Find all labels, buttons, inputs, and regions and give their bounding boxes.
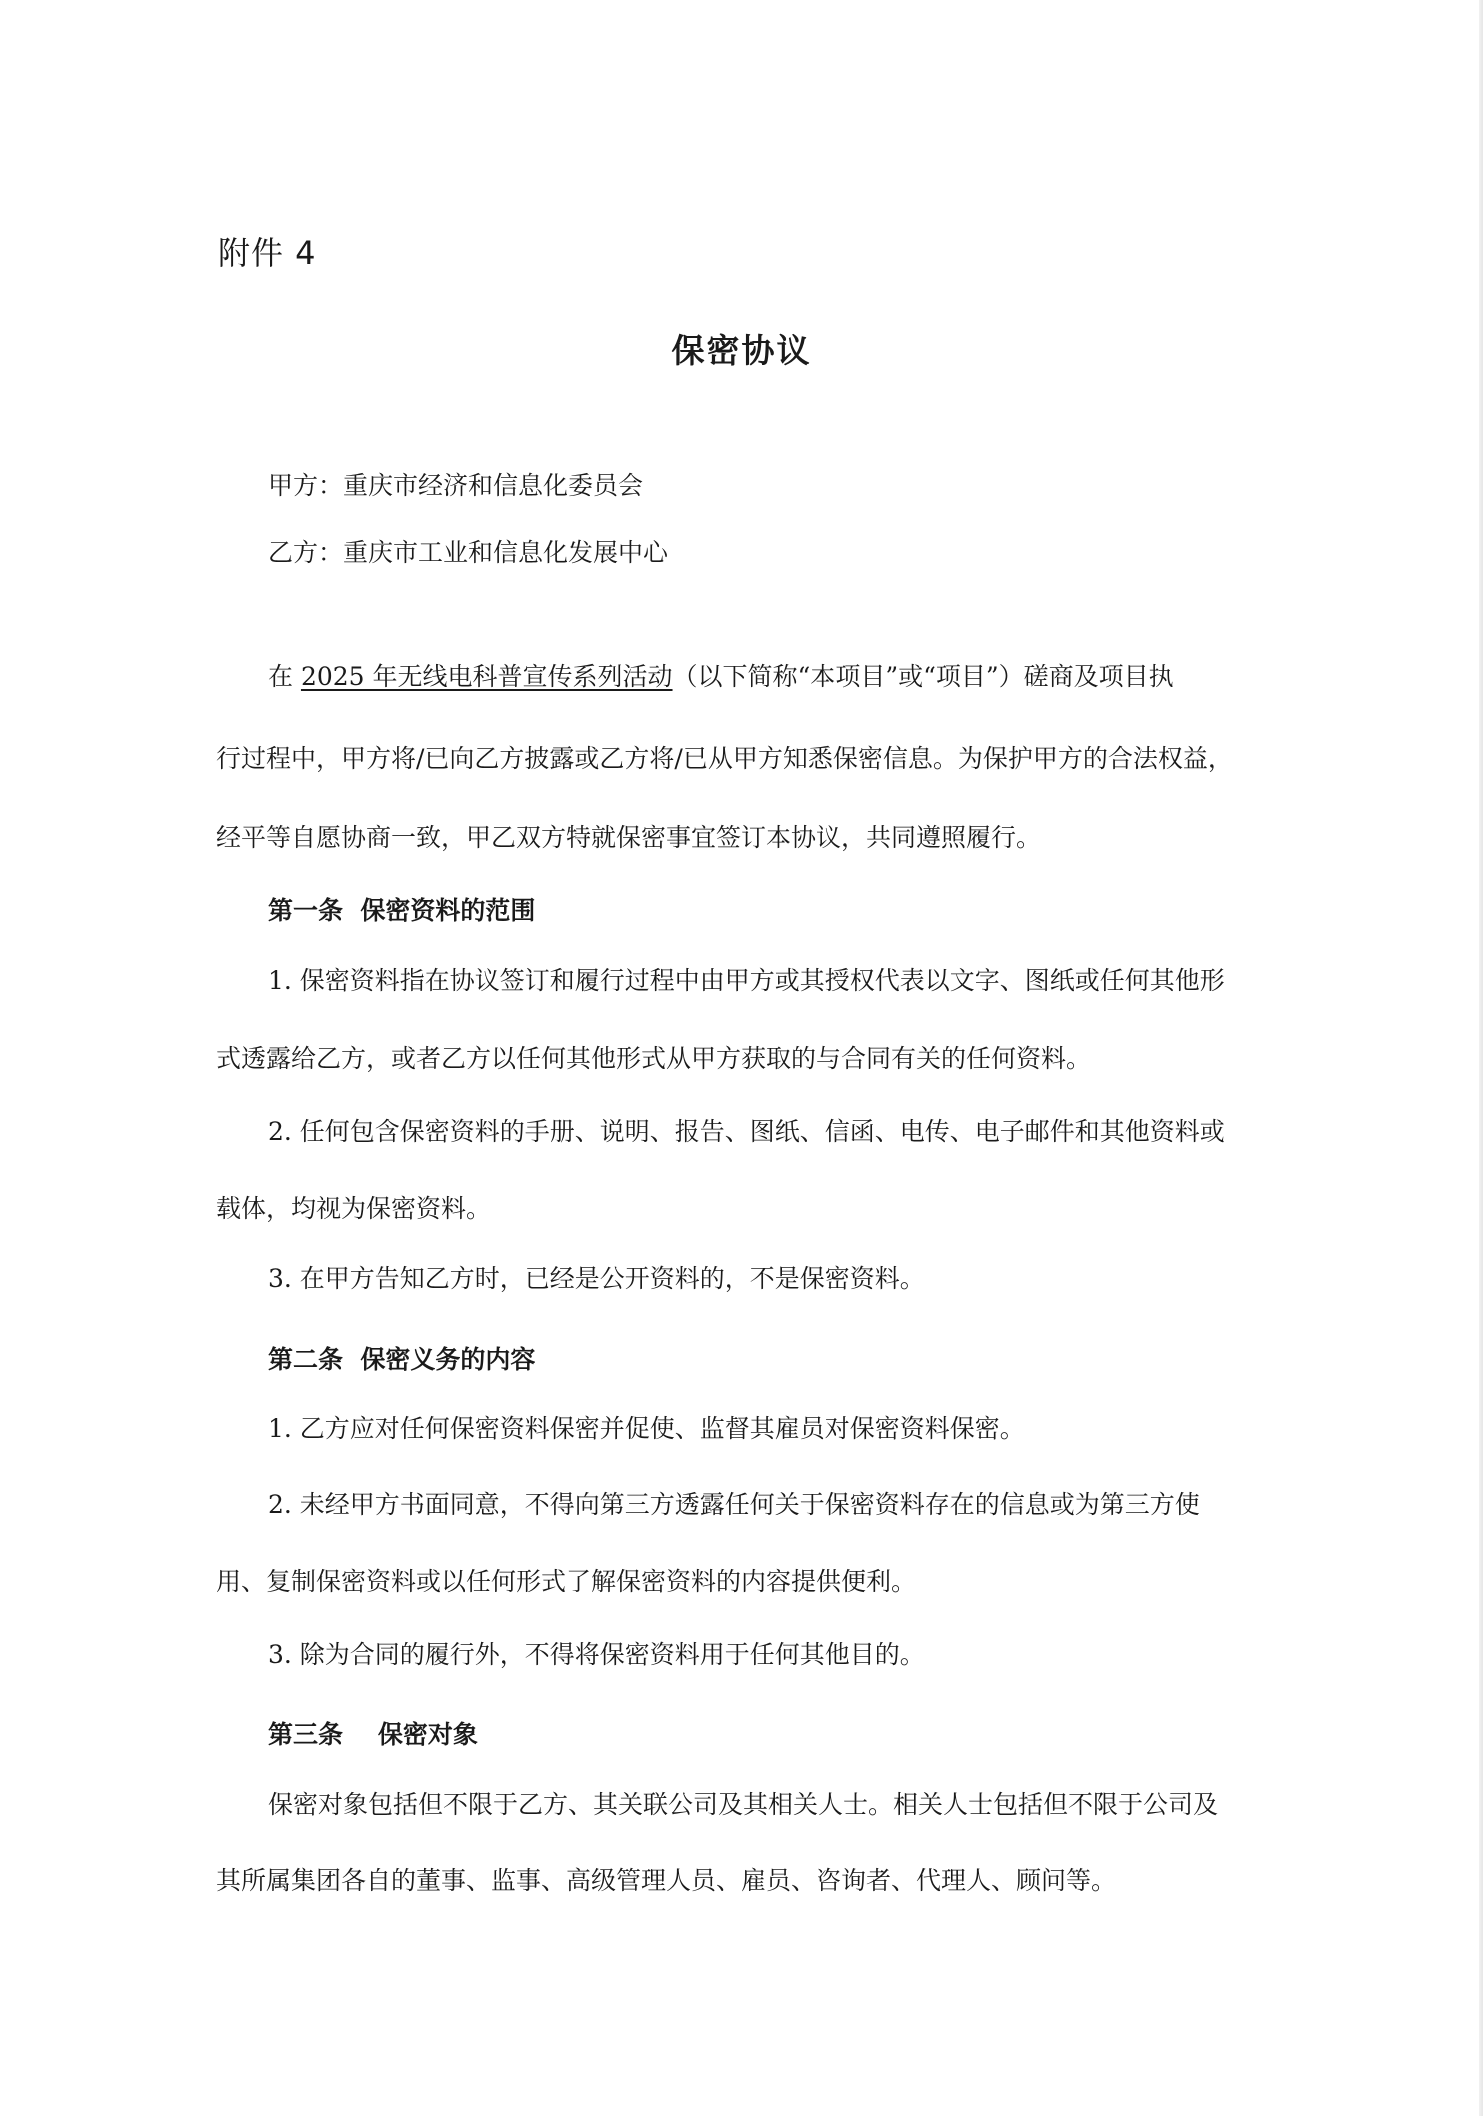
party-b: 乙方：重庆市工业和信息化发展中心 bbox=[268, 538, 669, 567]
intro-line-1-rest: （以下简称“本项目”或“项目”）磋商及项目执 bbox=[672, 662, 1174, 691]
article-2-item-2-line-2: 用、复制保密资料或以任何形式了解保密资料的内容提供便利。 bbox=[216, 1567, 917, 1596]
article-3-para-line-2: 其所属集团各自的董事、监事、高级管理人员、雇员、咨询者、代理人、顾问等。 bbox=[216, 1866, 1117, 1895]
intro-line-3: 经平等自愿协商一致，甲乙双方特就保密事宜签订本协议，共同遵照履行。 bbox=[216, 823, 1042, 852]
article-2-item-2-line-1: 2. 未经甲方书面同意，不得向第三方透露任何关于保密资料存在的信息或为第三方使 bbox=[268, 1490, 1200, 1519]
article-2-item-3: 3. 除为合同的履行外，不得将保密资料用于任何其他目的。 bbox=[268, 1640, 925, 1669]
article-1-item-1-line-2: 式透露给乙方，或者乙方以任何其他形式从甲方获取的与合同有关的任何资料。 bbox=[216, 1044, 1092, 1073]
article-2-heading: 第二条 保密义务的内容 bbox=[268, 1345, 536, 1374]
article-1-heading: 第一条 保密资料的范围 bbox=[268, 896, 536, 925]
project-name: 2025 年无线电科普宣传系列活动 bbox=[300, 662, 673, 691]
document-title: 保密协议 bbox=[671, 331, 812, 370]
article-1-item-3: 3. 在甲方告知乙方时，已经是公开资料的，不是保密资料。 bbox=[268, 1264, 925, 1293]
intro-line-2: 行过程中，甲方将/已向乙方披露或乙方将/已从甲方知悉保密信息。为保护甲方的合法权益， bbox=[216, 744, 1233, 773]
attachment-label: 附件 4 bbox=[218, 234, 317, 272]
article-3-heading: 第三条 保密对象 bbox=[268, 1720, 478, 1749]
article-2-item-1: 1. 乙方应对任何保密资料保密并促使、监督其雇员对保密资料保密。 bbox=[268, 1414, 1025, 1443]
party-a: 甲方：重庆市经济和信息化委员会 bbox=[268, 471, 644, 500]
article-1-item-2-line-1: 2. 任何包含保密资料的手册、说明、报告、图纸、信函、电传、电子邮件和其他资料或 bbox=[268, 1117, 1225, 1146]
intro-prefix: 在 bbox=[268, 662, 301, 691]
article-1-item-2-line-2: 载体，均视为保密资料。 bbox=[216, 1194, 492, 1223]
article-1-item-1-line-1: 1. 保密资料指在协议签订和履行过程中由甲方或其授权代表以文字、图纸或任何其他形 bbox=[268, 966, 1225, 995]
intro-line-1 bbox=[268, 662, 1174, 692]
article-3-para-line-1: 保密对象包括但不限于乙方、其关联公司及其相关人士。相关人士包括但不限于公司及 bbox=[268, 1790, 1219, 1819]
scan-edge bbox=[1479, 0, 1483, 2116]
